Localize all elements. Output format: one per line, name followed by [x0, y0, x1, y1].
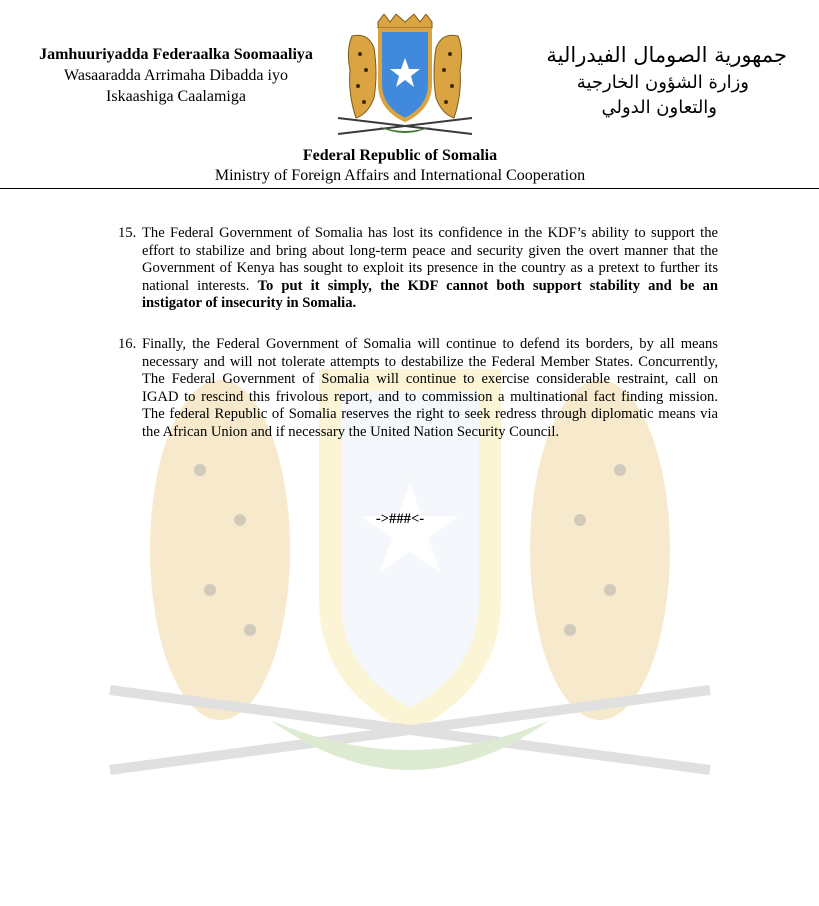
paragraph-number: 15.	[118, 225, 137, 241]
header-title-line1: Federal Republic of Somalia	[302, 147, 498, 164]
header-title-line2: Ministry of Foreign Affairs and International Cooperation	[214, 167, 586, 184]
header-arabic-line2: وزارة الشؤون الخارجية	[576, 72, 749, 93]
header-somali-line2: Wasaaradda Arrimaha Dibadda iyo	[64, 67, 288, 84]
header-somali-line1: Jamhuuriyadda Federaalka Soomaaliya	[39, 46, 313, 63]
paragraph-text	[142, 225, 718, 313]
header-somali-block	[22, 44, 330, 107]
header-somali-line3: Iskaashiga Caalamiga	[106, 88, 246, 105]
header-arabic-line1: جمهورية الصومال الفيدرالية	[546, 43, 787, 67]
paragraph-body: The Federal Government of Somalia has lost its confidence in the KDF’s ability to support the effort to stabilize and bring about long-term peace and security given the overt manner that the Government of Kenya has sought to exploit its presence in the country as a pretext to further its national interests.	[142, 225, 718, 294]
paragraph-16	[118, 336, 718, 442]
header-arabic-line3: والتعاون الدولي	[601, 97, 717, 118]
end-mark: ->###<-	[375, 511, 425, 527]
paragraph-number: 16.	[118, 336, 137, 352]
header-english-title	[0, 146, 800, 186]
paragraph-15	[118, 225, 718, 313]
paragraph-text	[142, 336, 718, 442]
paragraph-bold-conclusion: To put it simply, the KDF cannot both support stability and be an instigator of insecurity in Somalia.	[142, 277, 718, 312]
coat-of-arms-emblem	[334, 14, 476, 142]
paragraph-body: Finally, the Federal Government of Somalia will continue to defend its borders, by all means necessary and will not tolerate attempts to destabilize the Federal Member States. Concurrently, The Federal Government of Somalia will continue to exercise considerable restraint, call on IGAD to rescind this frivolous report, and to commission a multinational fact finding mission. The federal Republic of Somalia reserves the right to seek redress through diplomatic means via the African Union and if necessary the United Nation Security Council.	[142, 336, 718, 440]
header-arabic-block	[477, 40, 787, 120]
header-divider	[0, 188, 819, 189]
